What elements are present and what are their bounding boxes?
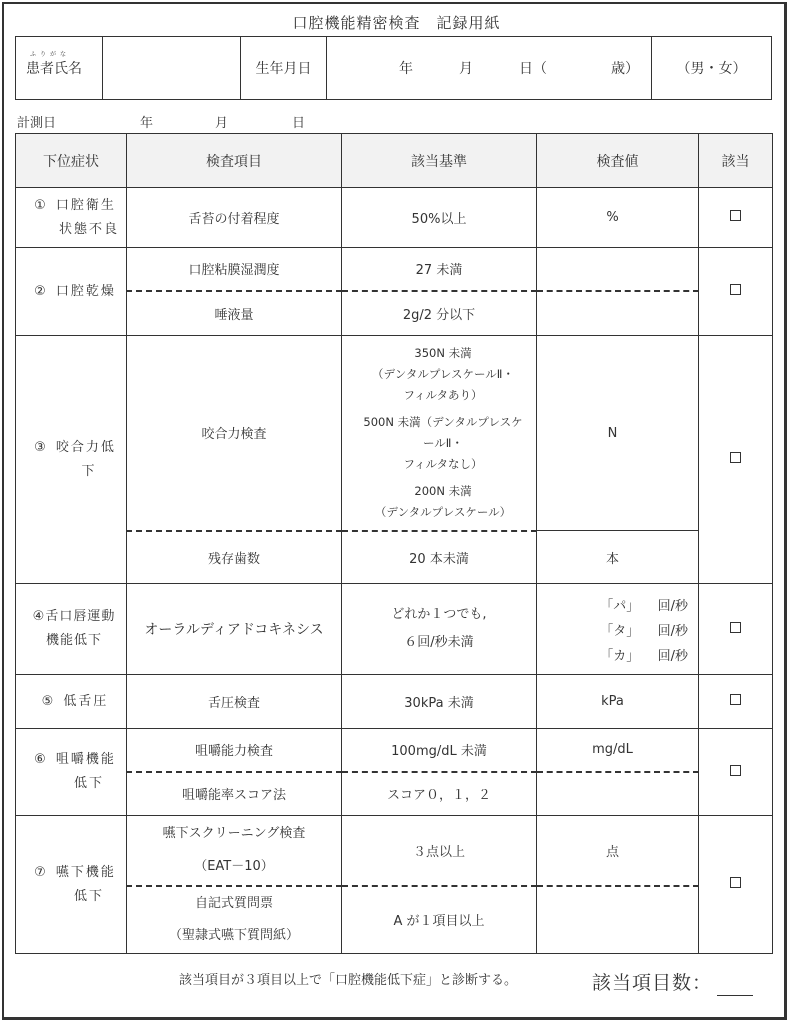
checkbox-icon[interactable] bbox=[730, 694, 741, 705]
criteria-line: ールⅡ・ bbox=[423, 435, 463, 450]
criteria: 27 未満 bbox=[342, 248, 537, 291]
test-name: 舌苔の付着程度 bbox=[127, 188, 342, 248]
criteria: 2g/2 分以下 bbox=[342, 291, 537, 336]
measurement-date-label: 計測日 bbox=[17, 116, 57, 131]
criteria-line: 350N 未満 bbox=[414, 345, 472, 360]
test-name: 咀嚼能率スコア法 bbox=[127, 772, 342, 816]
symptom-cell bbox=[16, 336, 127, 584]
criteria-line: 200N 未満 bbox=[414, 483, 472, 498]
test-name-line: （EAT－10） bbox=[194, 859, 274, 875]
page-title: 口腔機能精密検査 記録用紙 bbox=[292, 14, 501, 32]
criteria-line: （デンタルプレスケールⅡ・ bbox=[372, 366, 514, 381]
symptom-number: ⑦ bbox=[34, 864, 46, 880]
value-field[interactable]: 本 bbox=[537, 531, 699, 584]
value-field-ka[interactable]: 回/秒 bbox=[657, 648, 688, 664]
birth-date-field[interactable] bbox=[327, 37, 652, 99]
symptom-text: 口腔乾燥 bbox=[55, 283, 116, 299]
table-row bbox=[16, 675, 773, 729]
age-label: 歳） bbox=[611, 61, 639, 77]
test-name: 咀嚼能力検査 bbox=[127, 729, 342, 772]
checkbox-icon[interactable] bbox=[730, 765, 741, 776]
checkbox-icon[interactable] bbox=[730, 284, 741, 295]
test-name: 残存歯数 bbox=[127, 531, 342, 584]
checkbox-icon[interactable] bbox=[730, 210, 741, 221]
symptom-cell bbox=[16, 188, 127, 248]
symptom-text-2: 低下 bbox=[73, 776, 104, 791]
applicable-count-label: 該当項目数： bbox=[592, 972, 713, 994]
value-field[interactable] bbox=[537, 248, 699, 291]
value-field-pa[interactable]: 回/秒 bbox=[657, 598, 688, 614]
patient-name-field[interactable] bbox=[103, 37, 241, 99]
table-row bbox=[16, 291, 773, 336]
syllable-ta: 「タ」 bbox=[600, 623, 640, 639]
applicable-checkbox[interactable] bbox=[699, 584, 773, 675]
value-field[interactable]: kPa bbox=[537, 675, 699, 729]
applicable-checkbox[interactable] bbox=[699, 675, 773, 729]
patient-name-label-text: 患者氏名 bbox=[26, 61, 82, 77]
value-field[interactable] bbox=[537, 886, 699, 954]
symptom-text-2: 機能低下 bbox=[45, 633, 102, 648]
value-field[interactable] bbox=[537, 291, 699, 336]
syllable-ka: 「カ」 bbox=[600, 648, 640, 664]
symptom-number: ⑤ bbox=[41, 693, 54, 709]
birth-day-label: 日（ bbox=[519, 61, 547, 77]
test-name: 舌圧検査 bbox=[127, 675, 342, 729]
table-row bbox=[16, 531, 773, 584]
measurement-day-label: 日 bbox=[292, 116, 306, 131]
symptom-text: 口腔衛生 bbox=[55, 197, 116, 213]
record-sheet bbox=[2, 2, 787, 1020]
applicable-checkbox[interactable] bbox=[699, 248, 773, 336]
criteria: スコア０，１，２ bbox=[342, 772, 537, 816]
symptom-number: ① bbox=[34, 197, 46, 213]
table-row bbox=[16, 336, 773, 531]
patient-info-table bbox=[15, 36, 772, 100]
col-header-value: 検査値 bbox=[537, 134, 699, 188]
sex-selector[interactable]: （男・女） bbox=[676, 61, 747, 77]
value-field-ta[interactable]: 回/秒 bbox=[657, 623, 688, 639]
symptom-cell bbox=[16, 675, 127, 729]
criteria-line: フィルタなし） bbox=[403, 456, 483, 471]
criteria: 30kPa 未満 bbox=[342, 675, 537, 729]
table-row bbox=[16, 772, 773, 816]
symptom-text: 舌口唇運動 bbox=[45, 609, 116, 624]
test-name-line: 自記式質問票 bbox=[194, 895, 273, 911]
test-name: 唾液量 bbox=[127, 291, 342, 336]
criteria: A が１項目以上 bbox=[342, 886, 537, 954]
test-name-line: 嚥下スクリーニング検査 bbox=[162, 826, 306, 842]
table-row bbox=[16, 729, 773, 772]
measurement-date bbox=[17, 112, 417, 130]
diadochokinesis-values[interactable] bbox=[537, 584, 699, 675]
diagnosis-note: 該当項目が３項目以上で「口腔機能低下症」と診断する。 bbox=[179, 973, 518, 988]
criteria-line: フィルタあり） bbox=[403, 387, 483, 402]
test-name bbox=[127, 816, 342, 886]
applicable-checkbox[interactable] bbox=[699, 336, 773, 584]
applicable-checkbox[interactable] bbox=[699, 816, 773, 954]
birth-date-label: 生年月日 bbox=[241, 37, 327, 99]
measurement-year-label: 年 bbox=[140, 116, 154, 131]
criteria bbox=[342, 336, 537, 531]
criteria: 100mg/dL 未満 bbox=[342, 729, 537, 772]
table-row bbox=[16, 886, 773, 954]
test-name: オーラルディアドコキネシス bbox=[127, 584, 342, 675]
col-header-test: 検査項目 bbox=[127, 134, 342, 188]
symptom-number: ③ bbox=[34, 439, 46, 455]
symptom-cell bbox=[16, 729, 127, 816]
test-name: 口腔粘膜湿潤度 bbox=[127, 248, 342, 291]
checkbox-icon[interactable] bbox=[730, 877, 741, 888]
symptom-text: 低舌圧 bbox=[63, 693, 109, 709]
syllable-pa: 「パ」 bbox=[600, 598, 640, 614]
checkbox-icon[interactable] bbox=[730, 622, 741, 633]
criteria: ３点以上 bbox=[342, 816, 537, 886]
symptom-number: ④ bbox=[32, 609, 46, 624]
criteria bbox=[342, 584, 537, 675]
col-header-applicable: 該当 bbox=[699, 134, 773, 188]
applicable-checkbox[interactable] bbox=[699, 729, 773, 816]
criteria-line: 500N 未満（デンタルプレスケ bbox=[363, 414, 523, 429]
criteria-line: どれか１つでも, bbox=[391, 607, 487, 622]
applicable-count-field[interactable] bbox=[717, 995, 753, 996]
birth-month-label: 月 bbox=[459, 61, 473, 77]
furigana-label: ふりがな bbox=[30, 51, 71, 58]
test-name: 咬合力検査 bbox=[127, 336, 342, 531]
col-header-symptom: 下位症状 bbox=[16, 134, 127, 188]
table-row bbox=[16, 248, 773, 291]
symptom-text: 咀嚼機能 bbox=[55, 752, 116, 767]
symptom-text-2: 低下 bbox=[73, 888, 104, 904]
symptom-number: ⑥ bbox=[34, 752, 46, 767]
checkbox-icon[interactable] bbox=[730, 452, 741, 463]
value-field[interactable]: % bbox=[537, 188, 699, 248]
value-field[interactable]: N bbox=[537, 336, 699, 531]
criteria-line: ６回/秒未満 bbox=[404, 635, 474, 650]
value-field[interactable]: 点 bbox=[537, 816, 699, 886]
test-name bbox=[127, 886, 342, 954]
table-row bbox=[16, 816, 773, 886]
symptom-text: 咬合力低 bbox=[55, 439, 116, 455]
measurement-month-label: 月 bbox=[215, 116, 229, 131]
criteria-line: （デンタルプレスケール） bbox=[374, 504, 512, 519]
criteria: 50%以上 bbox=[342, 188, 537, 248]
birth-year-label: 年 bbox=[399, 61, 413, 77]
symptom-number: ② bbox=[34, 283, 46, 299]
symptom-cell bbox=[16, 816, 127, 954]
symptom-text-2: 下 bbox=[81, 463, 97, 479]
value-field[interactable] bbox=[537, 772, 699, 816]
patient-name-label bbox=[16, 37, 103, 99]
exam-table bbox=[15, 133, 773, 954]
applicable-checkbox[interactable] bbox=[699, 188, 773, 248]
table-row bbox=[16, 584, 773, 675]
symptom-cell bbox=[16, 584, 127, 675]
col-header-criteria: 該当基準 bbox=[342, 134, 537, 188]
test-name-line: （聖隷式嚥下質問紙） bbox=[168, 927, 299, 943]
value-field[interactable]: mg/dL bbox=[537, 729, 699, 772]
table-header-row bbox=[16, 134, 773, 188]
symptom-text: 嚥下機能 bbox=[55, 864, 116, 880]
table-row bbox=[16, 188, 773, 248]
criteria: 20 本未満 bbox=[342, 531, 537, 584]
symptom-cell bbox=[16, 248, 127, 336]
symptom-text-2: 状態不良 bbox=[58, 221, 119, 237]
